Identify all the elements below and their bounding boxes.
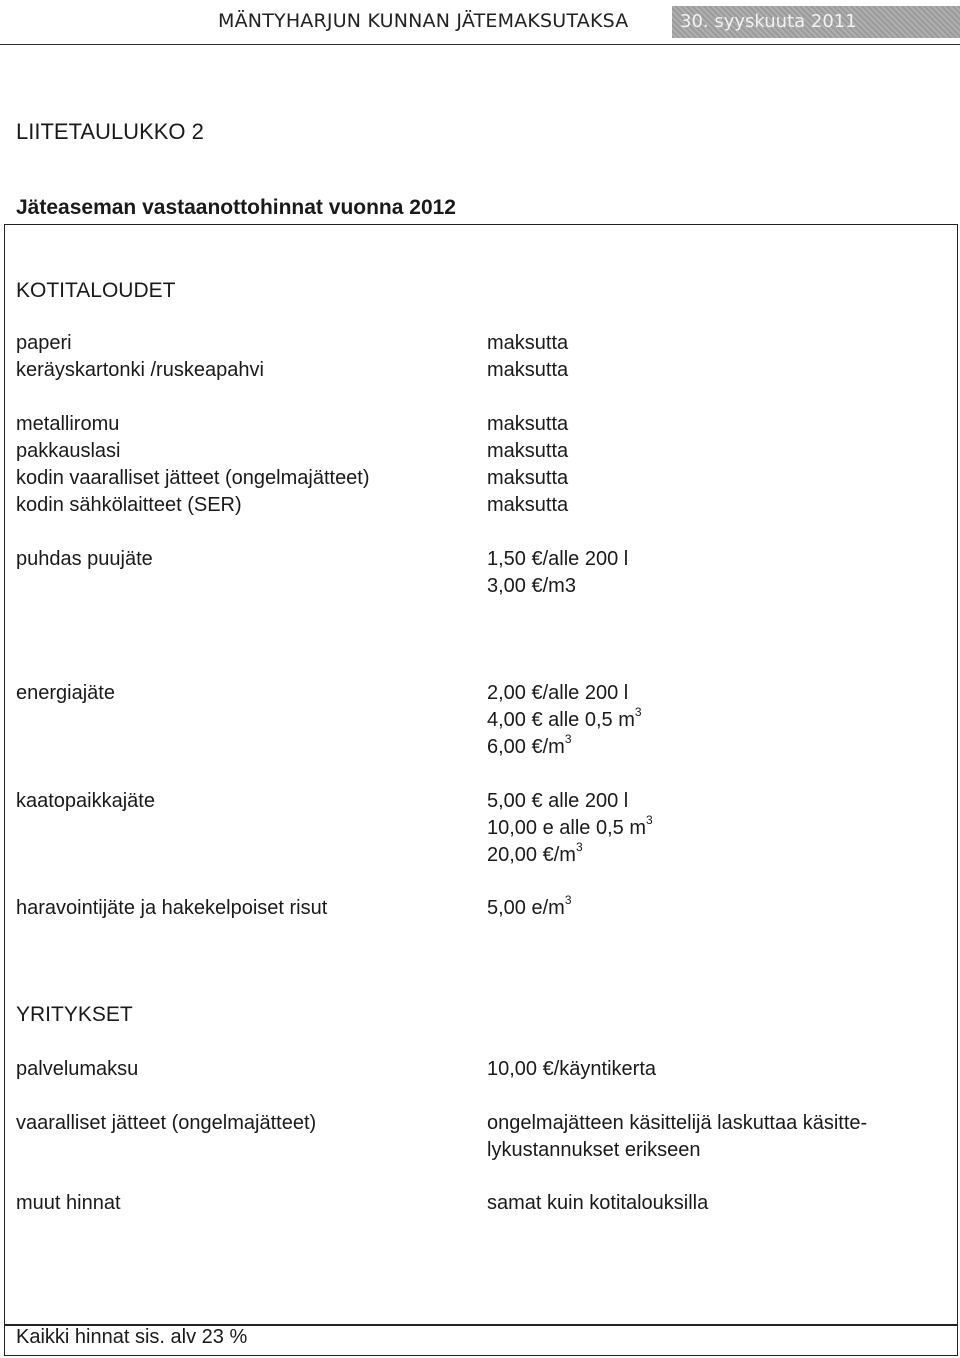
price-landfill-m3: 20,00 $€/m^3$ — [487, 840, 583, 866]
price-glass: maksutta — [487, 440, 569, 462]
appendix-label: LIITETAULUKKO 2 — [16, 119, 204, 144]
price-energy-small: 2,00 €/alle 200 l — [487, 682, 629, 704]
document-header-title: MÄNTYHARJUN KUNNAN JÄTEMAKSUTAKSA — [218, 10, 629, 32]
price-other-prices: samat kuin kotitalouksilla — [487, 1192, 709, 1214]
item-garden-waste: haravointijäte ja hakekelpoiset risut — [16, 897, 328, 919]
price-landfill-half-m3: 10,00 e alle 0,5 $m^3$ — [487, 813, 653, 839]
price-cardboard: maksutta — [487, 359, 569, 381]
item-energy-waste: energiajäte — [16, 682, 115, 704]
prices-energy-waste — [487, 680, 642, 761]
prices-clean-wood — [487, 546, 628, 600]
price-electronics: maksutta — [487, 494, 569, 516]
table-title: Jäteaseman vastaanottohinnat vuonna 2012 — [16, 196, 456, 219]
item-cardboard: keräyskartonki /ruskeapahvi — [16, 359, 264, 381]
price-paper: maksutta — [487, 332, 569, 354]
item-scrap-metal: metalliromu — [16, 413, 120, 435]
price-energy-half-m3: 4,00 € alle 0,5 $m^3$ — [487, 705, 642, 731]
vat-note: Kaikki hinnat sis. alv 23 % — [16, 1326, 248, 1348]
households-group2-prices — [487, 411, 568, 519]
price-garden-waste: 5,00 $e/m^3$ — [487, 893, 572, 919]
item-landfill-waste: kaatopaikkajäte — [16, 790, 155, 812]
item-company-hazardous: vaaralliset jätteet (ongelmajätteet) — [16, 1112, 317, 1134]
price-hazardous: maksutta — [487, 467, 569, 489]
price-company-hazardous-line1: ongelmajätteen käsittelijä laskuttaa käsitte- — [487, 1112, 868, 1134]
header-divider — [0, 44, 960, 45]
households-group2-items — [16, 411, 370, 519]
price-landfill-small: 5,00 € alle 200 l — [487, 790, 629, 812]
item-paper: paperi — [16, 332, 72, 354]
price-wood-small: 1,50 €/alle 200 l — [487, 548, 629, 570]
item-hazardous: kodin vaaralliset jätteet (ongelmajätteet) — [16, 467, 370, 489]
item-service-fee: palvelumaksu — [16, 1058, 139, 1080]
price-service-fee: 10,00 €/käyntikerta — [487, 1058, 656, 1080]
households-group1-prices — [487, 330, 568, 384]
price-company-hazardous — [487, 1110, 867, 1164]
price-energy-m3: 6,00 $€/m^3$ — [487, 732, 572, 758]
item-electronics: kodin sähkölaitteet (SER) — [16, 494, 242, 516]
price-scrap-metal: maksutta — [487, 413, 569, 435]
item-clean-wood: puhdas puujäte — [16, 548, 153, 570]
households-heading: KOTITALOUDET — [16, 279, 176, 302]
document-date: 30. syyskuuta 2011 — [672, 6, 960, 38]
prices-landfill-waste — [487, 788, 653, 869]
price-wood-m3: 3,00 €/m3 — [487, 575, 576, 597]
households-group1-items — [16, 330, 264, 384]
price-company-hazardous-line2: lykustannukset erikseen — [487, 1139, 701, 1161]
item-glass: pakkauslasi — [16, 440, 121, 462]
item-other-prices: muut hinnat — [16, 1192, 121, 1214]
companies-heading: YRITYKSET — [16, 1003, 133, 1026]
